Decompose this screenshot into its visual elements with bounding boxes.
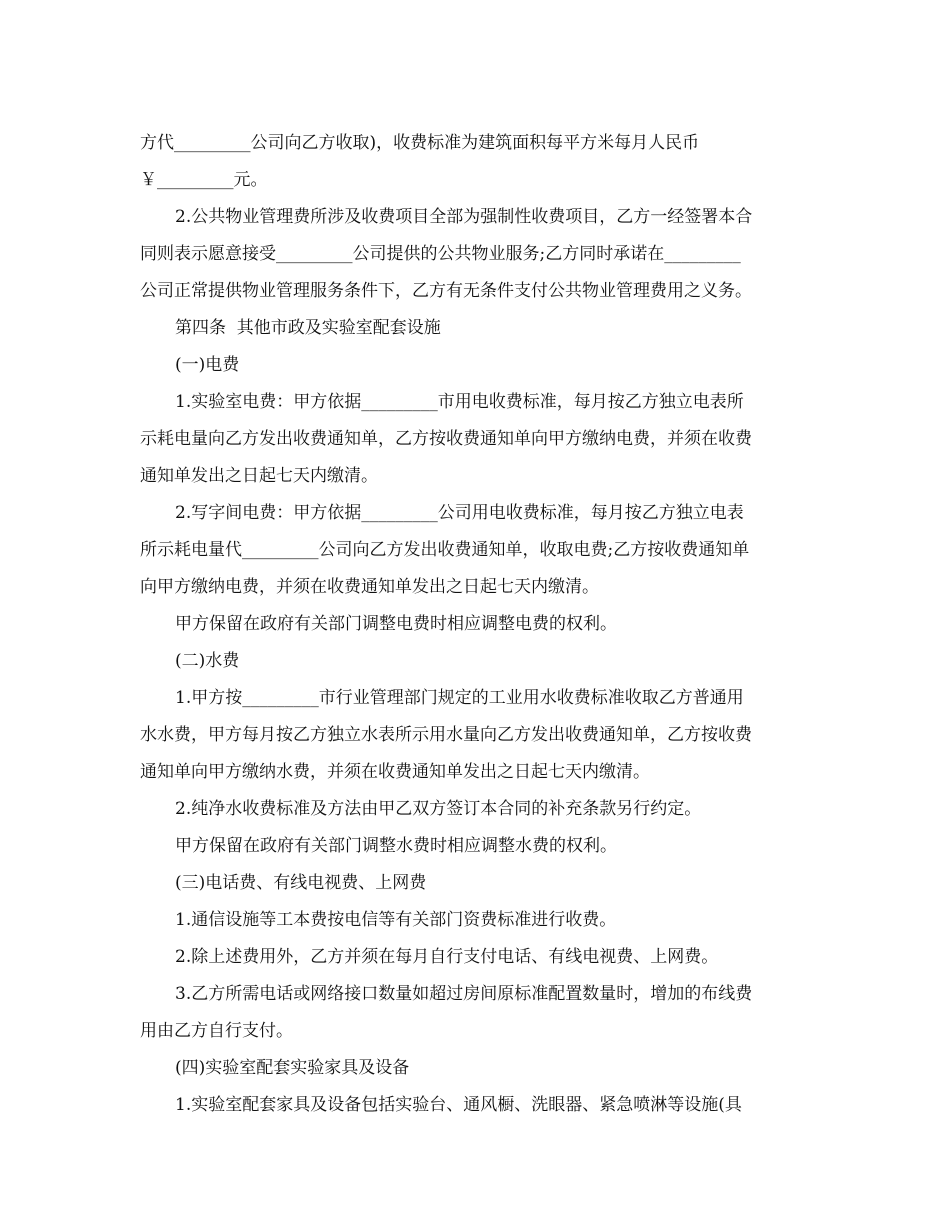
text-line: 甲方保留在政府有关部门调整电费时相应调整电费的权利。 [175, 614, 617, 634]
text-line: 通知单向甲方缴纳水费，并须在收费通知单发出之日起七天内缴清。 [140, 762, 650, 782]
text-line: ￥_________元。 [140, 170, 268, 190]
subsection-heading: (四)实验室配套实验家具及设备 [175, 1058, 410, 1078]
subsection-heading: (三)电话费、有线电视费、上网费 [175, 873, 427, 893]
text-line: 用由乙方自行支付。 [140, 1021, 293, 1041]
text-line: 1.实验室配套家具及设备包括实验台、通风橱、洗眼器、紧急喷淋等设施(具 [175, 1095, 742, 1115]
text-line: 所示耗电量代_________公司向乙方发出收费通知单，收取电费;乙方按收费通知单 [140, 540, 750, 560]
text-line: 示耗电量向乙方发出收费通知单，乙方按收费通知单向甲方缴纳电费，并须在收费 [140, 429, 752, 449]
text-line: 3.乙方所需电话或网络接口数量如超过房间原标准配置数量时，增加的布线费 [175, 984, 753, 1004]
text-line: 通知单发出之日起七天内缴清。 [140, 466, 378, 486]
text-line: 甲方保留在政府有关部门调整水费时相应调整水费的权利。 [175, 836, 617, 856]
text-line: 同则表示愿意接受_________公司提供的公共物业服务;乙方同时承诺在_________ [140, 244, 741, 264]
text-line: 向甲方缴纳电费，并须在收费通知单发出之日起七天内缴清。 [140, 577, 599, 597]
text-line: 2.除上述费用外，乙方并须在每月自行支付电话、有线电视费、上网费。 [175, 947, 719, 967]
section-heading: 第四条 其他市政及实验室配套设施 [175, 318, 441, 338]
text-line: 水水费，甲方每月按乙方独立水表所示用水量向乙方发出收费通知单，乙方按收费 [140, 725, 752, 745]
text-line: 2.写字间电费：甲方依据_________公司用电收费标准，每月按乙方独立电表 [175, 503, 744, 523]
subsection-heading: (二)水费 [175, 651, 240, 671]
subsection-heading: (一)电费 [175, 355, 240, 375]
text-line: 公司正常提供物业管理服务条件下，乙方有无条件支付公共物业管理费用之义务。 [140, 281, 752, 301]
text-line: 2.纯净水收费标准及方法由甲乙双方签订本合同的补充条款另行约定。 [175, 799, 702, 819]
text-line: 1.通信设施等工本费按电信等有关部门资费标准进行收费。 [175, 910, 617, 930]
text-line: 1.实验室电费：甲方依据_________市用电收费标准，每月按乙方独立电表所 [175, 392, 744, 412]
text-line: 方代_________公司向乙方收取)，收费标准为建筑面积每平方米每月人民币 [140, 133, 700, 153]
text-line: 1.甲方按_________市行业管理部门规定的工业用水收费标准收取乙方普通用 [175, 688, 744, 708]
text-line: 2.公共物业管理费所涉及收费项目全部为强制性收费项目，乙方一经签署本合 [175, 207, 753, 227]
